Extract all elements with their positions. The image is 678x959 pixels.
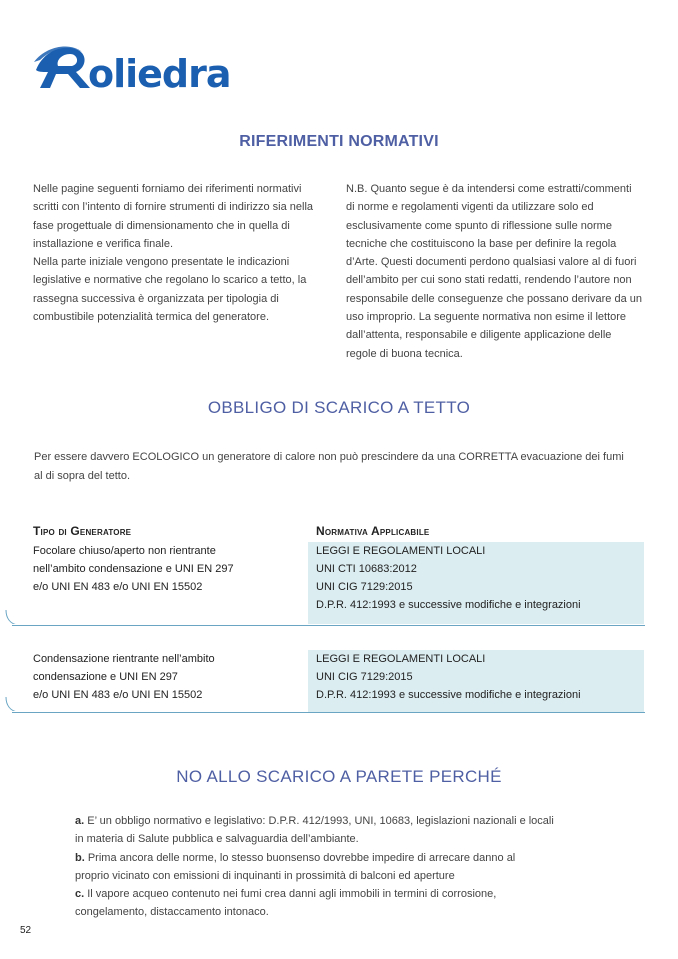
table-header-generatore: Tipo di Generatore [33, 524, 132, 538]
nb-right-column: N.B. Quanto segue è da intendersi come estratti/commenti di norme e regolamenti vigenti da utilizzare solo ed esclusivamente come spunto di riflessione sulle norme tecniche che costituiscono la base per definire la regola d’Arte. Questi documenti perdono qualsiasi valore al di fuori dell’ambito per cui sono stati redatti, rendendo l’autore non responsabile delle conseguenze che possano derivare da un uso improprio. La seguente normativa non esime il lettore dall’attenta, responsabile e diligente applicazione delle regole di buona tecnica. [346, 183, 642, 360]
generator-cell: Focolare chiuso/aperto non rientrante nell’ambito condensazione e UNI EN 297 e/o UNI EN 483 e/o UNI EN 15502 [33, 545, 234, 593]
list-item: b. Prima ancora delle norme, lo stesso buonsenso dovrebbe impedire di arrecare danno al [75, 851, 516, 864]
norms-cell: LEGGI E REGOLAMENTI LOCALI UNI CIG 7129:2015 D.P.R. 412:1993 e successive modifiche e integrazioni [308, 650, 644, 712]
table-row [0, 542, 678, 624]
section-title-no-parete: NO ALLO SCARICO A PARETE PERCHÉ [176, 767, 502, 786]
section-title-riferimenti: RIFERIMENTI NORMATIVI [239, 133, 439, 150]
generator-cell: Condensazione rientrante nell’ambito condensazione e UNI EN 297 e/o UNI EN 483 e/o UNI EN 15502 [33, 653, 215, 701]
page-number: 52 [20, 925, 32, 936]
row-divider [12, 712, 645, 713]
list-item: a. E’ un obbligo normativo e legislativo: D.P.R. 412/1993, UNI, 10683, legislazioni nazionali e locali [75, 815, 554, 827]
svg-text:oliedra: oliedra [88, 52, 231, 96]
table-row [0, 650, 678, 712]
intro-left-column: Nelle pagine seguenti forniamo dei riferimenti normativi scritti con l’intento di fornire strumenti di indirizzo sia nella fase progettuale di dimensionamento che in quella di installazione e verifica finale. Nella parte iniziale vengono presentate le indicazioni legislative e normative che regolano lo scarico a tetto, la rassegna successiva è organizzata per tipologia di combustibile potenzialità termica del generatore. [33, 183, 314, 324]
ecologico-intro: Per essere davvero ECOLOGICO un generatore di calore non può prescindere da una CORRETTA evacuazione dei fumi al di sopra del tetto. [34, 451, 624, 482]
norms-cell: LEGGI E REGOLAMENTI LOCALI UNI CTI 10683:2012 UNI CIG 7129:2015 D.P.R. 412:1993 e successive modifiche e integrazioni [308, 542, 644, 624]
section-title-obbligo: OBBLIGO DI SCARICO A TETTO [207, 398, 471, 417]
reasons-list: a. E’ un obbligo normativo e legislativo: D.P.R. 412/1993, UNI, 10683, legislazioni nazionali e locali in materia di Salute pubblica e salvaguardia dell’ambiante. b. Prima ancora delle norme, lo stesso buonsenso dovrebbe impedire di arrecare danno al proprio vicinato con emissioni di inquinanti in prossimità di balconi ed aperture c. Il vapore acqueo contenuto nei fumi crea danni agli immobili in termini di corrosione, congelamento, distaccamento intonaco. [75, 812, 595, 922]
table-header-normativa: Normativa Applicabile [316, 524, 430, 538]
row-divider [12, 625, 645, 626]
roliedra-logo [34, 42, 254, 96]
row-curl-ornament [4, 610, 18, 624]
row-curl-ornament [4, 697, 18, 711]
list-item: c. Il vapore acqueo contenuto nei fumi crea danni agli immobili in termini di corrosione, [75, 888, 497, 901]
